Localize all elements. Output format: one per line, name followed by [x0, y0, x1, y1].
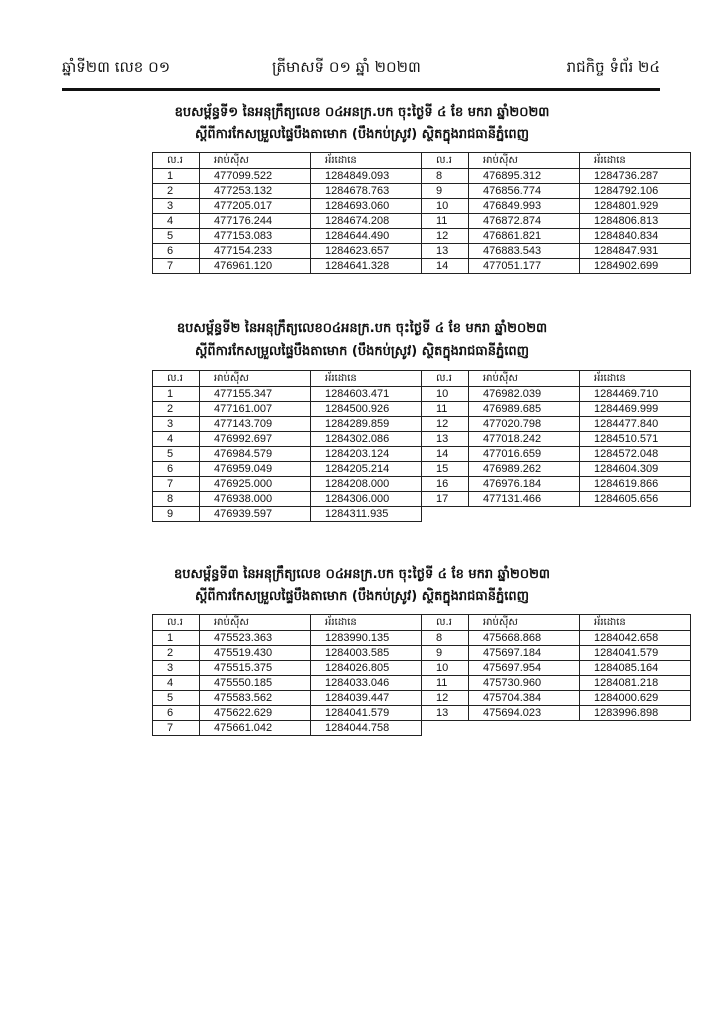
abscissa-value: 475550.185 [200, 676, 311, 691]
abscissa-header: អាប់ស៊ីស [200, 371, 311, 387]
abscissa-value: 477020.798 [469, 417, 580, 432]
abscissa-header: អាប់ស៊ីស [200, 153, 311, 169]
point-number: 4 [153, 432, 200, 447]
ordinate-value: 1284902.699 [580, 259, 691, 274]
abscissa-value: 477205.017 [200, 199, 311, 214]
point-number: 17 [422, 492, 469, 507]
point-number: 8 [422, 169, 469, 184]
point-number: 7 [153, 721, 200, 736]
table-header-row [153, 153, 691, 169]
ordinate-value: 1284208.000 [311, 477, 422, 492]
table-row [153, 402, 691, 417]
ordinate-header: អ័រដោនេ [311, 615, 422, 631]
point-number [422, 507, 469, 522]
ordinate-value: 1284792.106 [580, 184, 691, 199]
table-row [153, 447, 691, 462]
point-number [422, 721, 469, 736]
table-row [153, 661, 691, 676]
abscissa-value: 477153.083 [200, 229, 311, 244]
ordinate-value: 1284085.164 [580, 661, 691, 676]
abscissa-value: 475697.184 [469, 646, 580, 661]
ordinate-value: 1284042.658 [580, 631, 691, 646]
ordinate-value: 1283990.135 [311, 631, 422, 646]
abscissa-header: អាប់ស៊ីស [200, 615, 311, 631]
ordinate-header: អ័រដោនេ [580, 153, 691, 169]
ordinate-value: 1284469.710 [580, 387, 691, 402]
table-row [153, 199, 691, 214]
abscissa-value: 475519.430 [200, 646, 311, 661]
ordinate-value [580, 507, 691, 522]
table-row [153, 631, 691, 646]
abscissa-value: 476938.000 [200, 492, 311, 507]
abscissa-value: 477099.522 [200, 169, 311, 184]
ordinate-value: 1284840.834 [580, 229, 691, 244]
table-row [153, 691, 691, 706]
abscissa-value: 477143.709 [200, 417, 311, 432]
abscissa-value: 477155.347 [200, 387, 311, 402]
abscissa-value: 476861.821 [469, 229, 580, 244]
abscissa-value: 475583.562 [200, 691, 311, 706]
table-row [153, 721, 691, 736]
point-number: 3 [153, 661, 200, 676]
abscissa-value: 477131.466 [469, 492, 580, 507]
abscissa-value: 475697.954 [469, 661, 580, 676]
point-number: 9 [422, 184, 469, 199]
abscissa-value: 476959.049 [200, 462, 311, 477]
abscissa-value: 476872.874 [469, 214, 580, 229]
table-row [153, 169, 691, 184]
ordinate-value: 1284003.585 [311, 646, 422, 661]
abscissa-value: 477176.244 [200, 214, 311, 229]
ordinate-value: 1284000.629 [580, 691, 691, 706]
ordinate-value: 1284289.859 [311, 417, 422, 432]
abscissa-value: 475661.042 [200, 721, 311, 736]
ordinate-value [580, 721, 691, 736]
point-number: 2 [153, 402, 200, 417]
point-number: 12 [422, 691, 469, 706]
ordinate-value: 1284693.060 [311, 199, 422, 214]
abscissa-value: 476989.685 [469, 402, 580, 417]
ordinate-value: 1284033.046 [311, 676, 422, 691]
point-no-header: ល.រ [422, 371, 469, 387]
table-row [153, 244, 691, 259]
point-number: 15 [422, 462, 469, 477]
abscissa-value: 475622.629 [200, 706, 311, 721]
ordinate-value: 1284510.571 [580, 432, 691, 447]
ordinate-header: អ័រដោនេ [311, 371, 422, 387]
abscissa-value: 476883.543 [469, 244, 580, 259]
point-number: 5 [153, 229, 200, 244]
annex-1-subtitle: ស្តីពីការកែសម្រួលផ្ទៃបឹងតាមោក (បឹងកប់ស្រូវ) ស្ថិតក្នុងរាជធានីភ្នំពេញ [194, 127, 529, 142]
annex-1-table [152, 152, 691, 274]
ordinate-value: 1284847.931 [580, 244, 691, 259]
point-number: 4 [153, 214, 200, 229]
table-row [153, 417, 691, 432]
abscissa-value: 477253.132 [200, 184, 311, 199]
ordinate-value: 1284026.805 [311, 661, 422, 676]
table-header-row [153, 615, 691, 631]
ordinate-value: 1284039.447 [311, 691, 422, 706]
point-number: 14 [422, 447, 469, 462]
point-number: 8 [153, 492, 200, 507]
abscissa-value [469, 721, 580, 736]
point-number: 13 [422, 432, 469, 447]
abscissa-value: 475668.868 [469, 631, 580, 646]
table-row [153, 646, 691, 661]
point-no-header: ល.រ [422, 153, 469, 169]
abscissa-value: 476925.000 [200, 477, 311, 492]
point-number: 5 [153, 691, 200, 706]
ordinate-value: 1284678.763 [311, 184, 422, 199]
ordinate-value: 1284041.579 [580, 646, 691, 661]
abscissa-header: អាប់ស៊ីស [469, 153, 580, 169]
ordinate-value: 1284604.309 [580, 462, 691, 477]
ordinate-value: 1284203.124 [311, 447, 422, 462]
ordinate-value: 1284801.929 [580, 199, 691, 214]
point-number: 9 [422, 646, 469, 661]
point-number: 11 [422, 214, 469, 229]
table-row [153, 184, 691, 199]
ordinate-value: 1284081.218 [580, 676, 691, 691]
ordinate-value: 1284044.758 [311, 721, 422, 736]
page-header [62, 58, 660, 80]
ordinate-value: 1284644.490 [311, 229, 422, 244]
point-number: 10 [422, 199, 469, 214]
ordinate-value: 1284736.287 [580, 169, 691, 184]
point-number: 12 [422, 229, 469, 244]
ordinate-value: 1284849.093 [311, 169, 422, 184]
quarter-label: ត្រីមាសទី ០១ ឆ្នាំ ២០២៣ [272, 58, 421, 76]
abscissa-value: 476976.184 [469, 477, 580, 492]
ordinate-value: 1284603.471 [311, 387, 422, 402]
table-row [153, 507, 691, 522]
point-number: 8 [422, 631, 469, 646]
table-row [153, 259, 691, 274]
ordinate-header: អ័រដោនេ [580, 615, 691, 631]
ordinate-value: 1283996.898 [580, 706, 691, 721]
point-number: 4 [153, 676, 200, 691]
abscissa-value: 477161.007 [200, 402, 311, 417]
table-header-row [153, 371, 691, 387]
annex-3-table [152, 614, 691, 736]
point-number: 6 [153, 706, 200, 721]
point-number: 1 [153, 631, 200, 646]
abscissa-header: អាប់ស៊ីស [469, 615, 580, 631]
abscissa-value: 476984.579 [200, 447, 311, 462]
point-number: 9 [153, 507, 200, 522]
header-rule [62, 88, 660, 91]
point-number: 10 [422, 387, 469, 402]
ordinate-header: អ័រដោនេ [580, 371, 691, 387]
ordinate-value: 1284605.656 [580, 492, 691, 507]
table-row [153, 229, 691, 244]
abscissa-value: 477154.233 [200, 244, 311, 259]
ordinate-value: 1284806.813 [580, 214, 691, 229]
ordinate-value: 1284306.000 [311, 492, 422, 507]
ordinate-value: 1284619.866 [580, 477, 691, 492]
point-number: 16 [422, 477, 469, 492]
ordinate-value: 1284500.926 [311, 402, 422, 417]
abscissa-value: 476992.697 [200, 432, 311, 447]
point-number: 7 [153, 477, 200, 492]
table-row [153, 492, 691, 507]
abscissa-value: 476939.597 [200, 507, 311, 522]
point-number: 6 [153, 244, 200, 259]
ordinate-value: 1284041.579 [311, 706, 422, 721]
annex-2-table [152, 370, 691, 522]
ordinate-value: 1284477.840 [580, 417, 691, 432]
annex-2-subtitle: ស្តីពីការកែសម្រួលផ្ទៃបឹងតាមោក (បឹងកប់ស្រូវ) ស្ថិតក្នុងរាជធានីភ្នំពេញ [194, 344, 529, 359]
abscissa-value: 475730.960 [469, 676, 580, 691]
point-number: 5 [153, 447, 200, 462]
abscissa-value: 475704.384 [469, 691, 580, 706]
abscissa-value: 475694.023 [469, 706, 580, 721]
point-number: 1 [153, 387, 200, 402]
abscissa-value: 477018.242 [469, 432, 580, 447]
point-number: 12 [422, 417, 469, 432]
point-number: 13 [422, 706, 469, 721]
abscissa-value: 475523.363 [200, 631, 311, 646]
point-number: 10 [422, 661, 469, 676]
abscissa-value: 476856.774 [469, 184, 580, 199]
page-number: រាជកិច្ច ទំព័រ ២៤ [566, 58, 660, 76]
table-row [153, 432, 691, 447]
point-number: 7 [153, 259, 200, 274]
annex-1-title: ឧបសម្ព័ន្ធទី១ នៃអនុក្រឹត្យលេខ ០៤អនក្រ.បក ចុះថ្ងៃទី ៤ ខែ មករា ឆ្នាំ២០២៣ [174, 105, 550, 120]
ordinate-value: 1284674.208 [311, 214, 422, 229]
abscissa-value: 476849.993 [469, 199, 580, 214]
point-number: 2 [153, 184, 200, 199]
abscissa-value: 477051.177 [469, 259, 580, 274]
ordinate-value: 1284205.214 [311, 462, 422, 477]
ordinate-header: អ័រដោនេ [311, 153, 422, 169]
abscissa-value: 476982.039 [469, 387, 580, 402]
abscissa-value: 477016.659 [469, 447, 580, 462]
point-no-header: ល.រ [153, 153, 200, 169]
point-number: 13 [422, 244, 469, 259]
point-no-header: ល.រ [153, 615, 200, 631]
abscissa-value: 476895.312 [469, 169, 580, 184]
point-number: 2 [153, 646, 200, 661]
annex-2-title: ឧបសម្ព័ន្ធទី២ នៃអនុក្រឹត្យលេខ០៤អនក្រ.បក ចុះថ្ងៃទី ៤ ខែ មករា ឆ្នាំ២០២៣ [176, 321, 548, 336]
annex-3-title: ឧបសម្ព័ន្ធទី៣ នៃអនុក្រឹត្យលេខ ០៤អនក្រ.បក ចុះថ្ងៃទី ៤ ខែ មករា ឆ្នាំ២០២៣ [173, 567, 551, 582]
ordinate-value: 1284311.935 [311, 507, 422, 522]
table-row [153, 214, 691, 229]
issue-number: ឆ្នាំទី២៣ លេខ ០១ [62, 58, 171, 76]
ordinate-value: 1284641.328 [311, 259, 422, 274]
point-number: 3 [153, 199, 200, 214]
table-row [153, 477, 691, 492]
abscissa-value: 476961.120 [200, 259, 311, 274]
point-number: 11 [422, 402, 469, 417]
table-row [153, 462, 691, 477]
point-number: 3 [153, 417, 200, 432]
table-row [153, 676, 691, 691]
point-number: 11 [422, 676, 469, 691]
abscissa-value [469, 507, 580, 522]
ordinate-value: 1284572.048 [580, 447, 691, 462]
abscissa-value: 475515.375 [200, 661, 311, 676]
ordinate-value: 1284302.086 [311, 432, 422, 447]
abscissa-value: 476989.262 [469, 462, 580, 477]
annex-3-subtitle: ស្តីពីការកែសម្រួលផ្ទៃបឹងតាមោក (បឹងកប់ស្រូវ) ស្ថិតក្នុងរាជធានីភ្នំពេញ [194, 589, 529, 604]
point-no-header: ល.រ [153, 371, 200, 387]
point-number: 6 [153, 462, 200, 477]
ordinate-value: 1284623.657 [311, 244, 422, 259]
point-no-header: ល.រ [422, 615, 469, 631]
point-number: 1 [153, 169, 200, 184]
point-number: 14 [422, 259, 469, 274]
ordinate-value: 1284469.999 [580, 402, 691, 417]
table-row [153, 387, 691, 402]
table-row [153, 706, 691, 721]
abscissa-header: អាប់ស៊ីស [469, 371, 580, 387]
